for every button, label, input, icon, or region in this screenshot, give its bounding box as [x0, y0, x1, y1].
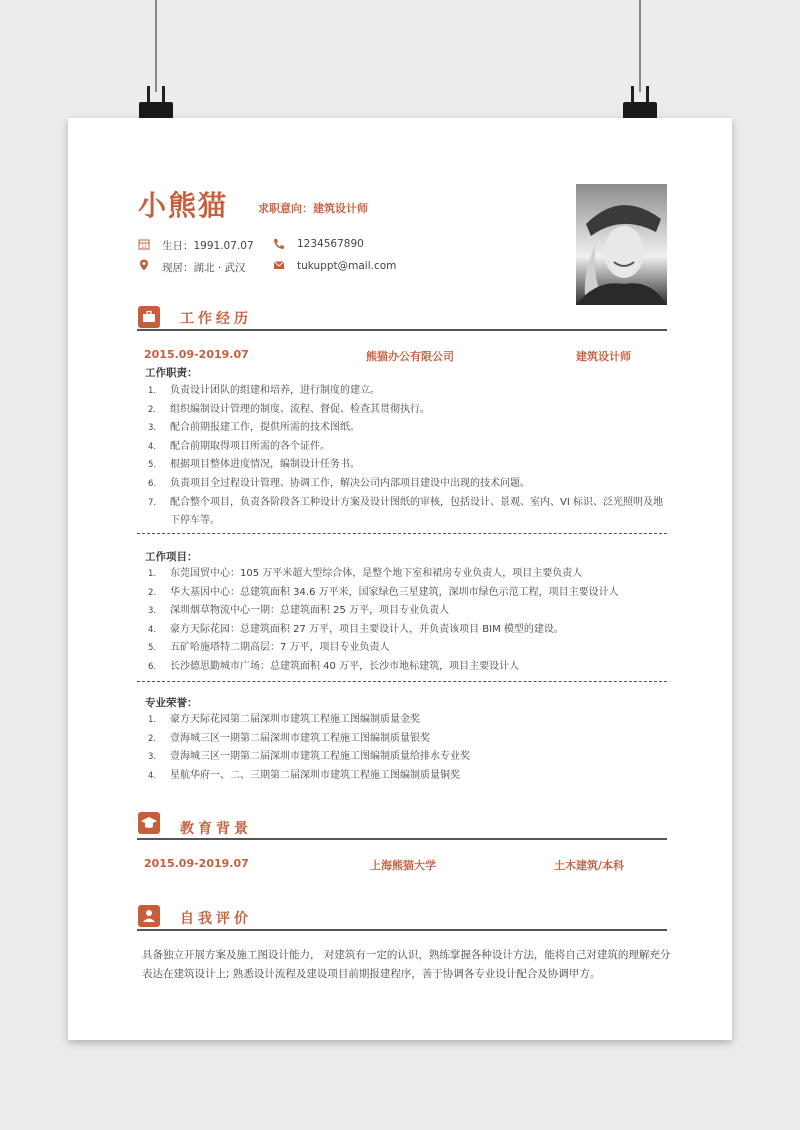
education-major: 土木建筑/本科 — [554, 859, 625, 872]
dashed-divider — [137, 533, 667, 534]
candidate-name: 小熊猫 — [138, 189, 229, 222]
list-item: 3. 配合前期报建工作，提供所需的技术图纸。 — [148, 422, 360, 434]
education-school: 上海熊猫大学 — [370, 859, 436, 872]
email-icon — [273, 259, 285, 271]
duties-label: 工作职责： — [145, 367, 198, 379]
section-divider — [137, 929, 667, 931]
duties-list — [148, 382, 668, 531]
section-title-self: 自我评价 — [180, 911, 252, 927]
phone-icon — [273, 238, 285, 250]
profile-photo — [576, 184, 667, 305]
phone-number: 1234567890 — [297, 238, 364, 250]
email-address: tukuppt@mail.com — [297, 260, 397, 272]
education-period: 2015.09-2019.07 — [144, 857, 249, 870]
list-item: 5. 根据项目整体进度情况，编制设计任务书。 — [148, 459, 360, 471]
list-item: 7. 配合整个项目，负责各阶段各工种设计方案及设计图纸的审核，包括设计、景观、室内、VI 标识、泛光照明及地下停车等。 — [148, 496, 663, 527]
list-item: 6. 长沙德思勤城市广场：总建筑面积 40 万平，长沙市地标建筑，项目主要设计人 — [148, 660, 520, 672]
section-title-education: 教育背景 — [180, 821, 252, 837]
section-title-work: 工作经历 — [180, 311, 252, 327]
graduation-cap-icon — [138, 812, 160, 834]
briefcase-icon — [138, 306, 160, 328]
honors-list — [148, 711, 668, 785]
list-item: 2. 壹海城三区一期第二届深圳市建筑工程施工图编制质量银奖 — [148, 732, 430, 744]
dashed-divider — [137, 681, 667, 682]
self-evaluation-text: 具备独立开展方案及施工图设计能力， 对建筑有一定的认识，熟练掌握各种设计方法，能将自己对建筑的理解充分表达在建筑设计上; 熟悉设计流程及建设项目前期报建程序，善于协调各专业设计配合及协调甲方。 — [142, 949, 671, 980]
list-item: 6. 负责项目全过程设计管理、协调工作，解决公司内部项目建设中出现的技术问题。 — [148, 477, 530, 489]
calendar-icon — [138, 238, 150, 250]
list-item: 2. 组织编制设计管理的制度、流程、督促、检查其贯彻执行。 — [148, 403, 430, 415]
birthday: 生日：1991.07.07 — [162, 240, 254, 252]
list-item: 1. 豪方天际花园第二届深圳市建筑工程施工图编制质量金奖 — [148, 714, 420, 725]
residence: 现居：湖北 · 武汉 — [162, 262, 246, 274]
list-item: 1. 东莞国贸中心：105 万平米超大型综合体，是整个地下室和裙房专业负责人，项目主要负责人 — [148, 568, 583, 579]
svg-text:11: 11 — [141, 244, 147, 249]
list-item: 4. 配合前期取得项目所需的各个证件。 — [148, 440, 330, 452]
work-position: 建筑设计师 — [576, 350, 631, 363]
list-item: 2. 华大基因中心：总建筑面积 34.6 万平米，国家绿色三星建筑，深圳市绿色示范工程，项目主要设计人 — [148, 586, 619, 598]
honors-label: 专业荣誉： — [145, 697, 198, 709]
work-period: 2015.09-2019.07 — [144, 348, 249, 361]
list-item: 1. 负责设计团队的组建和培养，进行制度的建立。 — [148, 385, 380, 396]
job-intent: 求职意向：建筑设计师 — [258, 202, 368, 215]
resume-page — [68, 118, 732, 1040]
location-pin-icon — [138, 259, 150, 271]
list-item: 5. 五矿哈施塔特二期高层：7 万平，项目专业负责人 — [148, 642, 390, 654]
hanging-string-left — [155, 0, 157, 92]
section-divider — [137, 838, 667, 840]
person-icon — [138, 905, 160, 927]
projects-label: 工作项目： — [145, 551, 198, 563]
projects-list — [148, 565, 668, 677]
hanging-string-right — [639, 0, 641, 92]
list-item: 4. 豪方天际花园：总建筑面积 27 万平，项目主要设计人，并负责该项目 BIM 模型的建设。 — [148, 623, 564, 635]
list-item: 3. 深圳烟草物流中心一期：总建筑面积 25 万平，项目专业负责人 — [148, 605, 450, 617]
work-company: 熊猫办公有限公司 — [366, 350, 454, 363]
list-item: 3. 壹海城三区一期第二届深圳市建筑工程施工图编制质量给排水专业奖 — [148, 751, 470, 763]
section-divider — [137, 329, 667, 331]
list-item: 4. 星航华府一、二、三期第二届深圳市建筑工程施工图编制质量铜奖 — [148, 769, 460, 781]
